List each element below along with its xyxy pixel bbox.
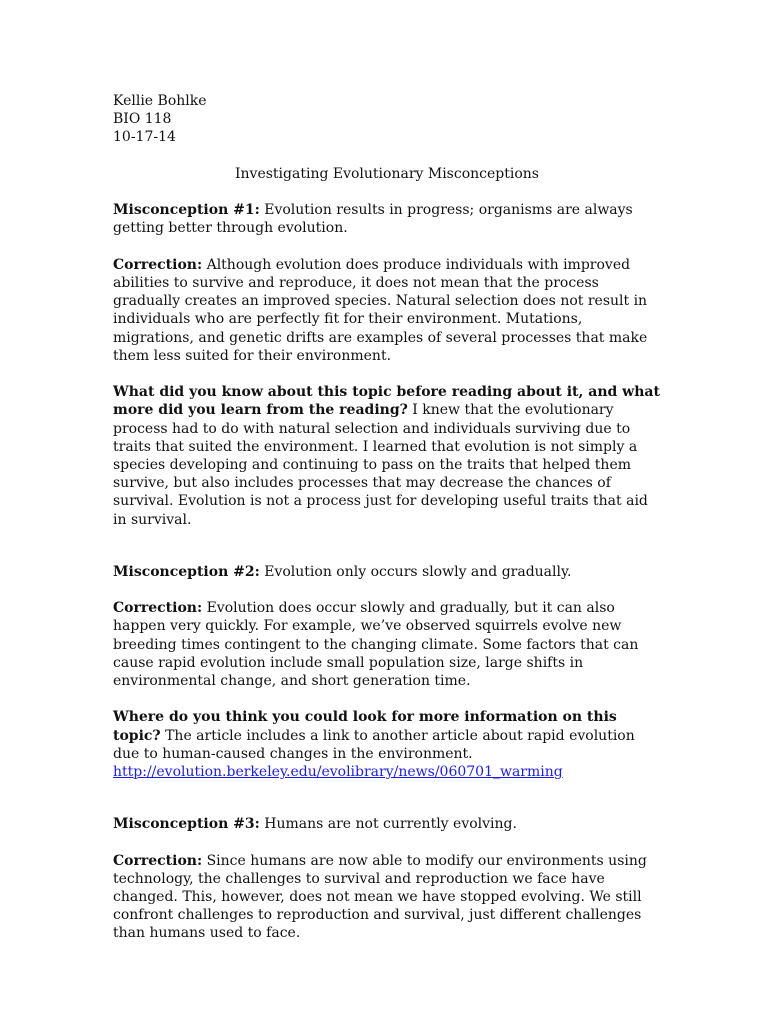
misconception-text: Evolution only occurs slowly and gradually. [259,563,572,580]
spacer [113,183,661,201]
misconception-3 [113,815,661,833]
correction-text: Evolution does occur slowly and gradually, but it can also happen very quickly. For example, we’ve observed squirrels evolve new breeding times contingent to the changing climate. Some factors that can cause rapid evolution include small population size, large shifts in environmental change, and short generation time. [113,600,639,690]
misconception-2 [113,563,661,581]
misconception-label: Misconception #1: [113,202,260,219]
correction-label: Correction: [113,600,203,617]
correction-1 [113,256,661,365]
course-code: BIO 118 [113,111,172,128]
question-label: Where do you think you could look for more information on this topic? [113,709,617,744]
header-block [113,92,661,147]
question-answer: The article includes a link to another article about rapid evolution due to human-caused changes in the environment. [113,727,635,762]
author-name: Kellie Bohlke [113,93,207,109]
misconception-label: Misconception #3: [113,816,260,833]
spacer [113,833,661,851]
correction-label: Correction: [113,852,203,869]
spacer [113,365,661,383]
reference-link[interactable]: http://evolution.berkeley.edu/evolibrary/news/060701_warming [113,764,563,781]
spacer [113,147,661,165]
spacer [113,690,661,708]
document-date: 10-17-14 [113,129,176,146]
spacer [113,781,661,815]
correction-text: Although evolution does produce individuals with improved abilities to survive and reproduce, it does not mean that the process gradually creates an improved species. Natural selection does not result in individuals who are perfectly fit for their environment. Mutations, migrations, and genetic drifts are examples of several processes that make them less suited for their environment. [113,256,648,364]
correction-text: Since humans are now able to modify our environments using technology, the challenges to survival and reproduction we face have changed. This, however, does not mean we have stopped evolving. We still confront challenges to reproduction and survival, just different challenges than humans used to face. [113,852,647,942]
reflection-1 [113,383,661,529]
document-page [113,92,661,943]
spacer [113,529,661,563]
correction-label: Correction: [113,256,203,273]
question-answer: I knew that the evolutionary process had to do with natural selection and individuals surviving due to traits that suited the environment. I learned that evolution is not simply a species developing and continuing to pass on the traits that helped them survive, but also includes processes that may decrease the chances of survival. Evolution is not a process just for developing useful traits that aid in survival. [113,402,648,528]
correction-2 [113,599,661,690]
question-label: What did you know about this topic before reading about it, and what more did you learn from the reading? [113,384,660,419]
spacer [113,238,661,256]
spacer [113,581,661,599]
reflection-2 [113,708,661,781]
misconception-text: Humans are not currently evolving. [259,816,517,833]
correction-3 [113,852,661,943]
misconception-1 [113,201,661,237]
misconception-text: Evolution results in progress; organisms are always getting better through evolution. [113,202,633,237]
misconception-label: Misconception #2: [113,563,260,580]
document-title: Investigating Evolutionary Misconceptions [235,165,539,182]
